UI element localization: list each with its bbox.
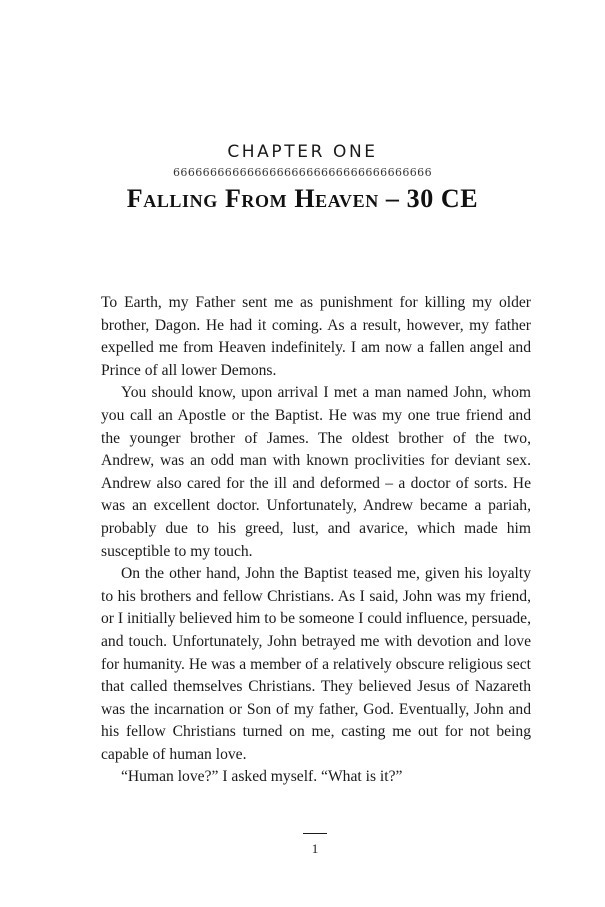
chapter-ornament: 66666666666666666666666666666666666 [173, 166, 432, 179]
paragraph-1: To Earth, my Father sent me as punishment for killing my older brother, Dagon. He had it coming. As a result, however, my father expelled me from Heaven indefinitely. I am now a fallen angel and Prince of all lower Demons. [101, 294, 531, 379]
paragraph-4: “Human love?” I asked myself. “What is it?” [121, 768, 403, 786]
paragraph-3: On the other hand, John the Baptist teased me, given his loyalty to his brothers and fellow Christians. As I said, John was my friend, or I initially believed him to be someone I could influence, persuade, and touch. Unfortunately, John betrayed me with devotion and love for humanity. He was a member of a relatively obscure religious sect that called themselves Christians. They believed Jesus of Nazareth was the incarnation or Son of my father, God. Eventually, John and his fellow Christians turned on me, casting me out for not being capable of human love. [101, 565, 531, 763]
chapter-title: Falling From Heaven – 30 CE [126, 184, 479, 213]
body-text [101, 292, 531, 789]
chapter-label: CHAPTER ONE [227, 142, 378, 162]
page-number: 1 [311, 841, 319, 856]
page-number-rule [303, 833, 327, 834]
paragraph-2: You should know, upon arrival I met a man named John, whom you call an Apostle or the Baptist. He was my one true friend and the younger brother of James. The oldest brother of the two, Andrew, was an odd man with known proclivities for deviant sex. Andrew also cared for the ill and deformed – a doctor of sorts. He was an excellent doctor. Unfortunately, Andrew became a pariah, probably due to his greed, lust, and avarice, which made him susceptible to my touch. [101, 384, 531, 560]
